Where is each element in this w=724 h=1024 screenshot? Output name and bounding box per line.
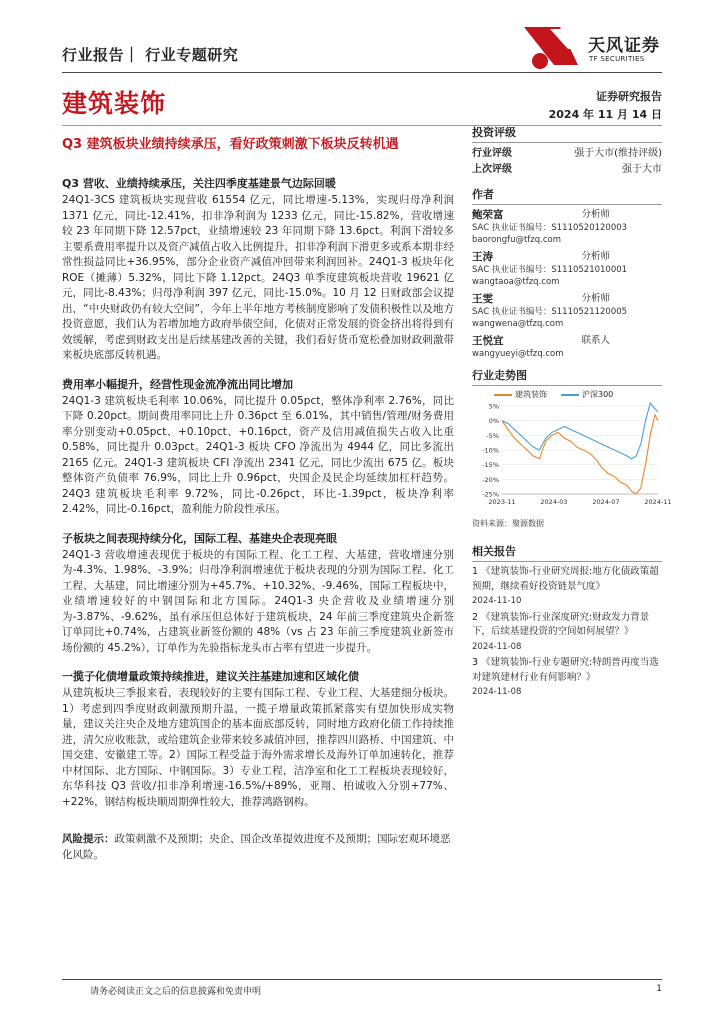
x-tick-label: 2024-07 bbox=[592, 498, 620, 506]
author-item bbox=[472, 334, 662, 360]
risk-text: 政策刺激不及预期；央企、国企改革提效进度不及预期；国际宏观环境恶化风险。 bbox=[62, 833, 451, 861]
section-2 bbox=[62, 377, 454, 518]
author-email[interactable]: wangtaoa@tfzq.com bbox=[472, 277, 560, 287]
legend-item-index: 沪深300 bbox=[561, 389, 613, 400]
x-tick-label: 2024-11 bbox=[644, 498, 672, 506]
rating-row bbox=[472, 162, 662, 178]
section-body: 24Q1-3CS 建筑板块实现营收 61554 亿元，同比增速-5.13%，实现归母净利润 1371 亿元，同比-12.41%，扣非净利润为 1233 亿元，同比-15.82%，营收增速较 23 年同期下降 12.57pct，业绩增速较 23 年同期下降 13.6pct。利润下滑较多主要系费用率提升以及资产减值占收入比例提升，扣非净利润下滑更多或系本期非经常性损益同比+36.95%，部分企业资产减值冲回带来利润回补。24Q1-3 板块年化 ROE（摊薄）5.32%，同比下降 1.12pct。24Q3 单季度建筑板块营收 19621 亿元，同比-8.43%；归母净利润 397 亿元，同比-15.0%。10 月 12 日财政部会议提出，“中央财政仍有较大空间”，今年上半年地方考核制度影响了发债积极性以及地方投资意愿，我们认为若增加地方政府举债空间，化债对正常发展的资金挤出将得到有效缓解，考虑到财政支出是后续基建改善的关键，我们看好货币宽松叠加财政刺激带来板块底部反转机遇。 bbox=[62, 194, 454, 361]
section-body: 从建筑板块三季报来看，表现较好的主要有国际工程、专业工程、大基建细分板块。1）考虑到四季度财政刺激预期升温，一揽子增量政策抓紧落实有望加快形成实物量，建议关注央企及地方建筑国企的基本面底部反转，同时地方政府化债工作持续推进，清欠应收账款，或给建筑企业带来较多减值冲回，推荐四川路桥、中国建筑、中国交建、安徽建工等。2）国际工程受益于海外需求增长及海外订单加速转化，推荐中材国际、北方国际、中钢国际。3）专业工程，洁净室和化工工程板块表现较好，东华科技 Q3 营收/扣非净利增速-16.5%/+89%，亚翔、柏诚收入分别+77%、+22%，钢结构板块顺周期弹性较大，推荐鸿路钢构。 bbox=[62, 687, 454, 808]
rating-key: 上次评级 bbox=[472, 164, 512, 175]
author-item bbox=[472, 250, 662, 288]
author-role: 分析师 bbox=[581, 209, 610, 220]
related-report-item[interactable]: 3 《建筑装饰-行业专题研究:特朗普再度当选对建筑建材行业有何影响？》 2024-11-08 bbox=[472, 657, 659, 697]
report-date: 2024 年 11 月 14 日 bbox=[548, 108, 662, 121]
y-tick-label: 0% bbox=[488, 417, 499, 426]
rating-key: 行业评级 bbox=[472, 148, 512, 159]
trend-heading: 行业走势图 bbox=[472, 367, 662, 386]
section-heading: 子板块之间表现持续分化，国际工程、基建央企表现亮眼 bbox=[62, 531, 337, 545]
related-report-item[interactable]: 2 《建筑装饰-行业深度研究:财政发力背景下，后续基建投资的空间如何展望？》 2024-11-08 bbox=[472, 611, 650, 652]
related-reports bbox=[472, 543, 662, 702]
author-email[interactable]: wangwena@tfzq.com bbox=[472, 319, 564, 329]
author-name: 王雯 bbox=[472, 293, 493, 305]
y-tick-label: -5% bbox=[486, 431, 499, 440]
author-cert: SAC 执业证书编号：S1110521010001 bbox=[472, 265, 628, 275]
authors-heading: 作者 bbox=[472, 186, 662, 205]
series-line-index bbox=[502, 403, 658, 459]
chart-source: 资料来源：聚源数据 bbox=[472, 519, 544, 528]
rating-heading: 投资评级 bbox=[472, 124, 662, 143]
y-tick-label: 5% bbox=[488, 402, 499, 411]
report-label: 证券研究报告 bbox=[596, 90, 662, 103]
author-role: 分析师 bbox=[581, 293, 610, 304]
section-4 bbox=[62, 669, 454, 810]
section-heading: Q3 营收、业绩持续承压，关注四季度基建景气边际回暖 bbox=[62, 177, 336, 190]
trend-chart bbox=[472, 402, 672, 510]
section-body: 24Q1-3 建筑板块毛利率 10.06%，同比提升 0.05pct，整体净利率 2.76%，同比下降 0.20pct。期间费用率同比上升 0.36pct 至 6.01%，其中销售/管理/财务费用率分别变动+0.05pct、+0.10pct、+0.16pct，资产及信用减值损失占收入比重 0.58%，同比提升 0.03pct。24Q1-3 板块 CFO 净流出为 4944 亿，同比多流出 2165 亿元。24Q1-3 建筑板块 CFI 净流出 2341 亿元，同比少流出 675 亿。板块整体资产负债率 76.9%，同比上升 0.96pct，央国企及民企均延续加杠杆趋势。24Q3 建筑板块毛利率 9.72%，同比-0.26pct，环比-1.39pct，板块净利率 2.42%，同比-0.16pct，盈利能力阶段性承压。 bbox=[62, 394, 454, 515]
brand-name-en: TF SECURITIES bbox=[589, 55, 645, 63]
risk-label: 风险提示： bbox=[62, 833, 115, 845]
rating-block bbox=[472, 124, 662, 178]
rating-row bbox=[472, 146, 662, 162]
authors-block bbox=[472, 186, 662, 364]
x-tick-label: 2024-03 bbox=[540, 498, 568, 506]
series-line-sector bbox=[502, 415, 658, 494]
legend-item-sector: 建筑装饰 bbox=[494, 389, 547, 400]
footer-divider bbox=[62, 979, 662, 980]
x-tick-label: 2023-11 bbox=[488, 498, 516, 506]
section-heading: 费用率小幅提升，经营性现金流净流出同比增加 bbox=[62, 377, 293, 391]
related-report-item[interactable]: 1 《建筑装饰-行业研究周报:地方化债政策超预期，继续看好投资链景气度》 2024-11-10 bbox=[472, 566, 659, 606]
author-email[interactable]: baorongfu@tfzq.com bbox=[472, 235, 562, 245]
report-type: 行业报告｜ 行业专题研究 bbox=[62, 46, 239, 64]
author-name: 王悦宜 bbox=[472, 335, 504, 347]
section-heading: 一揽子化债增量政策持续推进，建议关注基建加速和区域化债 bbox=[62, 670, 359, 683]
section-1 bbox=[62, 176, 454, 364]
author-name: 王涛 bbox=[472, 251, 493, 263]
main-content bbox=[62, 176, 454, 823]
author-item bbox=[472, 208, 662, 246]
author-name: 鲍荣富 bbox=[472, 209, 504, 221]
author-cert: SAC 执业证书编号：S1110520120003 bbox=[472, 223, 628, 233]
page-number: 1 bbox=[656, 984, 662, 994]
author-item bbox=[472, 292, 662, 330]
author-role: 联系人 bbox=[581, 335, 610, 346]
y-tick-label: -20% bbox=[482, 475, 499, 484]
author-role: 分析师 bbox=[581, 251, 610, 262]
trend-chart-block bbox=[472, 367, 672, 529]
rating-value: 强于大市(维持评级) bbox=[574, 148, 662, 159]
author-email[interactable]: wangyueyi@tfzq.com bbox=[472, 349, 564, 359]
footer-disclaimer: 请务必阅读正文之后的信息披露和免责申明 bbox=[90, 987, 262, 997]
rating-value: 强于大市 bbox=[622, 164, 662, 175]
related-heading: 相关报告 bbox=[472, 543, 662, 562]
y-tick-label: -15% bbox=[482, 461, 499, 470]
sector-title: 建筑装饰 bbox=[62, 89, 167, 118]
brand-name-cn: 天风证券 bbox=[588, 36, 660, 56]
report-title: Q3 建筑板块业绩持续承压，看好政策刺激下板块反转机遇 bbox=[62, 137, 399, 152]
section-body: 24Q1-3 营收增速表现优于板块的有国际工程、化工工程、大基建，营收增速分别为-4.3%、1.98%、-3.9%；归母净利润增速优于板块表现的分别为国际工程、化工工程、大基建，同比增速分别为+45.7%、+10.32%、-9.46%，国际工程板块中，业绩增速较好的中钢国际和北方国际。24Q1-3 央企营收及业绩增速分别为-3.87%、-9.62%，虽有承压但总体好于建筑板块，24 年前三季度建筑央企新签订单同比+0.74%，占建筑业新签份额的 48%（vs 占 23 年前三季度建筑业新签市场份额的 45.2%），订单作为先验指标龙头市占率有望进一步提升。 bbox=[62, 548, 454, 654]
risk-warning bbox=[62, 832, 454, 863]
author-cert: SAC 执业证书编号：S1110521120005 bbox=[472, 307, 628, 317]
chart-legend bbox=[494, 389, 662, 400]
y-tick-label: -25% bbox=[482, 490, 499, 499]
y-tick-label: -10% bbox=[482, 446, 499, 455]
section-3 bbox=[62, 531, 454, 657]
